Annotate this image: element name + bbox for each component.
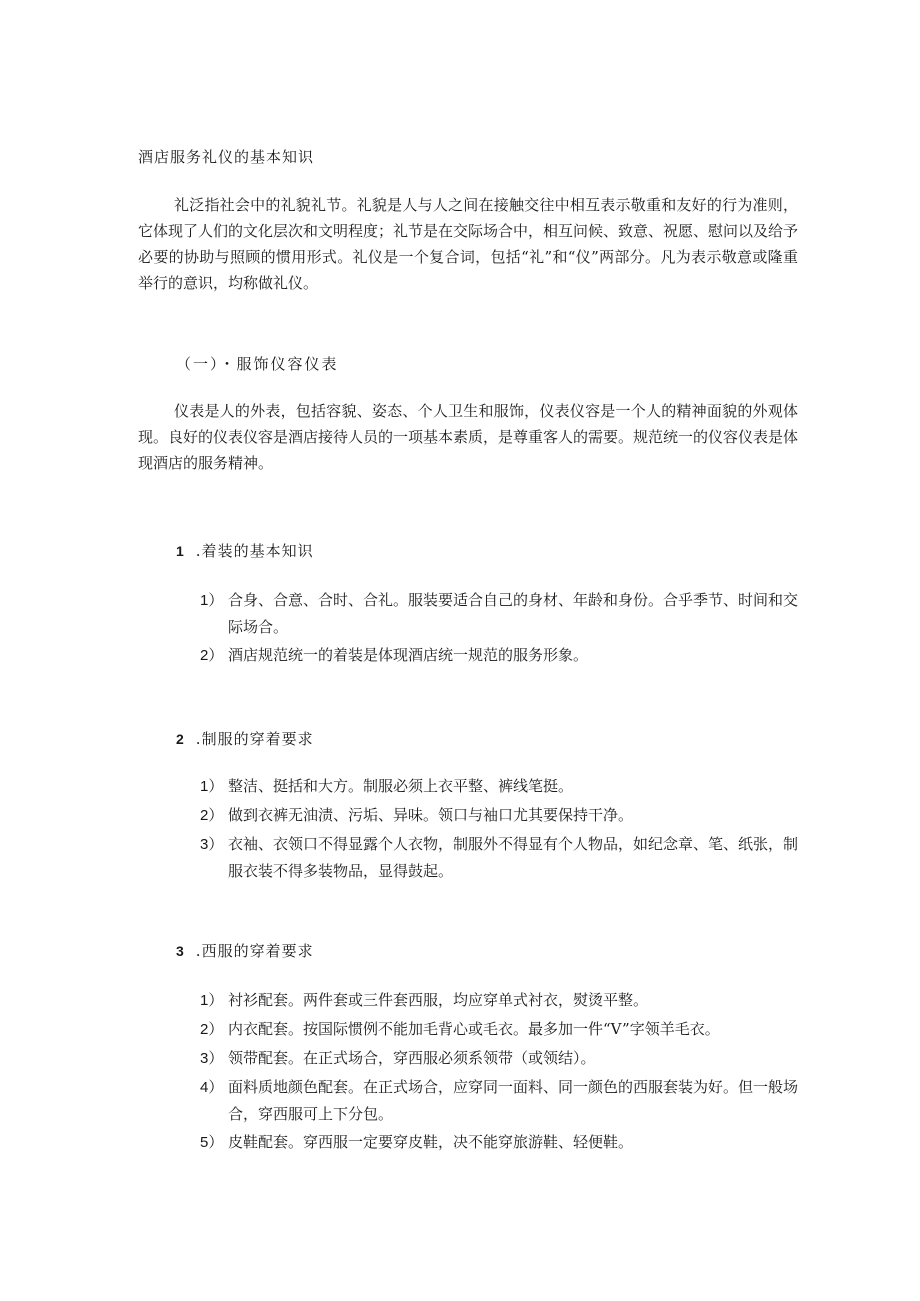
list-item	[200, 987, 800, 1014]
section-heading: （一）・服饰仪容仪表	[176, 355, 339, 373]
list-item	[200, 642, 800, 669]
list-item	[200, 802, 800, 829]
list-item-text: 内衣配套。按国际惯例不能加毛背心或毛衣。最多加一件“V”字领羊毛衣。	[228, 1020, 720, 1038]
list-marker: 3）	[200, 836, 224, 853]
document-title: 酒店服务礼仪的基本知识	[138, 148, 315, 166]
list-item-text: 衬衫配套。两件套或三件套西服，均应穿单式衬衣，熨烫平整。	[228, 991, 649, 1009]
list-marker: 4）	[200, 1079, 224, 1096]
list-item	[200, 1074, 800, 1127]
list-item-text: 合身、合意、合时、合礼。服装要适合自己的身材、年龄和身份。合乎季节、时间和交际场合。	[228, 591, 799, 636]
subsection-number: 1	[176, 543, 184, 559]
list-item	[200, 587, 800, 640]
intro-paragraph: 礼泛指社会中的礼貌礼节。礼貌是人与人之间在接触交往中相互表示敬重和友好的行为准则，它体现了人们的文化层次和文明程度；礼节是在交际场合中，相互问候、致意、祝愿、慰问以及给予必要的协助与照顾的惯用形式。礼仪是一个复合词，包括“礼”和“仪”两部分。凡为表示敬意或隆重举行的意识，均称做礼仪。	[138, 196, 799, 292]
list-marker: 1）	[200, 992, 224, 1009]
list-item-text: 做到衣裤无油渍、污垢、异味。领口与袖口尤其要保持干净。	[228, 806, 634, 824]
list-marker: 1）	[200, 592, 224, 609]
list-marker: 1）	[200, 778, 224, 795]
section-intro-paragraph: 仪表是人的外表，包括容貌、姿态、个人卫生和服饰，仪表仪容是一个人的精神面貌的外观体现。良好的仪表仪容是酒店接待人员的一项基本素质，是尊重客人的需要。规范统一的仪容仪表是体现酒店的服务精神。	[138, 402, 799, 472]
list-marker: 3）	[200, 1050, 224, 1067]
subsection-number: 2	[176, 731, 184, 747]
subsection-heading-3	[176, 940, 314, 962]
list-item	[200, 773, 800, 800]
subsection-heading-1	[176, 540, 314, 562]
list-item-text: 整洁、挺括和大方。制服必须上衣平整、裤线笔挺。	[228, 777, 574, 795]
list-item	[200, 1045, 800, 1072]
list-marker: 2）	[200, 647, 224, 664]
subsection-list-3	[200, 987, 800, 1158]
list-marker: 2）	[200, 807, 224, 824]
subsection-list-2	[200, 773, 800, 886]
subsection-number: 3	[176, 943, 184, 959]
list-item	[200, 1016, 800, 1043]
list-item	[200, 1129, 800, 1156]
list-item-text: 衣袖、衣领口不得显露个人衣物，制服外不得显有个人物品，如纪念章、笔、纸张，制服衣装不得多装物品，显得鼓起。	[228, 835, 799, 880]
subsection-title: .制服的穿着要求	[195, 730, 314, 748]
subsection-heading-2	[176, 728, 314, 750]
subsection-title: .着装的基本知识	[195, 542, 314, 560]
list-item-text: 皮鞋配套。穿西服一定要穿皮鞋，决不能穿旅游鞋、轻便鞋。	[228, 1133, 634, 1151]
list-marker: 5）	[200, 1134, 224, 1151]
list-marker: 2）	[200, 1021, 224, 1038]
subsection-list-1	[200, 587, 800, 671]
list-item	[200, 831, 800, 884]
list-item-text: 面料质地颜色配套。在正式场合，应穿同一面料、同一颜色的西服套装为好。但一般场合，穿西服可上下分包。	[228, 1078, 799, 1123]
list-item-text: 领带配套。在正式场合，穿西服必须系领带（或领结）。	[228, 1049, 596, 1067]
list-item-text: 酒店规范统一的着装是体现酒店统一规范的服务形象。	[228, 646, 589, 664]
subsection-title: .西服的穿着要求	[195, 942, 314, 960]
